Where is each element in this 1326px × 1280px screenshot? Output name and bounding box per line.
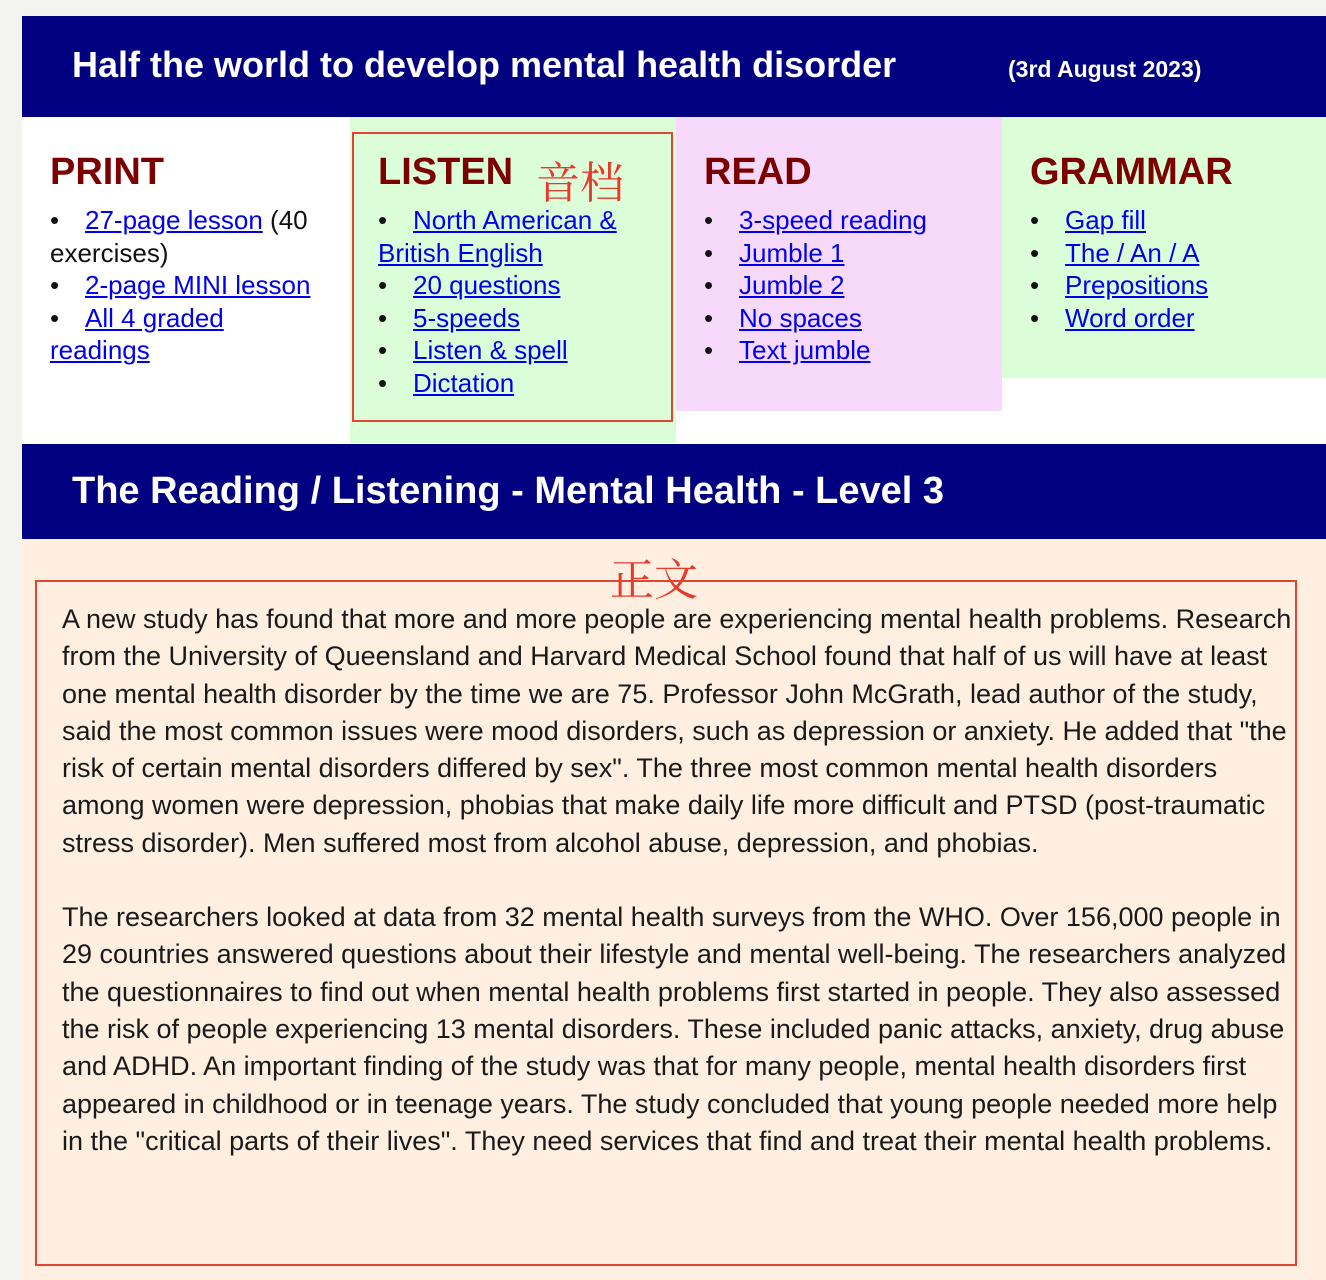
print-mini-lesson-link[interactable]: 2-page MINI lesson (85, 270, 311, 300)
page (22, 16, 1326, 1280)
print-link-note: (40 exercises) (50, 205, 308, 268)
print-column (22, 117, 348, 443)
list-item (704, 269, 927, 302)
bullet-icon: • (704, 335, 714, 365)
bullet-icon: • (378, 367, 388, 398)
print-graded-readings-link[interactable]: All 4 graded readings (50, 302, 224, 365)
bullet-icon: • (704, 270, 714, 300)
lesson-date: (3rd August 2023) (1008, 56, 1202, 82)
list-item (50, 302, 320, 367)
bullet-icon: • (50, 205, 60, 235)
reading-title: The Reading / Listening - Mental Health - Level 3 (72, 470, 945, 512)
print-list (50, 204, 320, 367)
listen-20-questions-link[interactable]: 20 questions (413, 270, 561, 300)
read-3-speed-link[interactable]: 3-speed reading (739, 205, 927, 235)
grammar-column (1002, 117, 1326, 378)
listen-5-speeds-link[interactable]: 5-speeds (413, 302, 520, 333)
bullet-icon: • (1030, 237, 1040, 268)
grammar-articles-link[interactable]: The / An / A (1065, 237, 1200, 268)
bullet-icon: • (704, 205, 714, 235)
list-item (50, 269, 320, 302)
reading-header (22, 444, 1326, 539)
bullet-icon: • (704, 237, 714, 268)
reading-paragraph: A new study has found that more and more people are experiencing mental health problems. Research from the University of Queensland and Harvard Medical School found that half of us will have at least one mental health disorder by the time we are 75. Professor John McGrath, lead author of the study, said the most common issues were mood disorders, such as depression or anxiety. He added that "the risk of certain mental disorders differed by sex". The three most common mental health disorders among women were depression, phobias that make daily life more difficult and PTSD (post-traumatic stress disorder). Men suffered most from alcohol abuse, depression, and phobias. (62, 604, 1292, 858)
read-no-spaces-link[interactable]: No spaces (739, 302, 862, 333)
bullet-icon: • (50, 302, 60, 333)
bullet-icon: • (378, 302, 388, 333)
grammar-heading: GRAMMAR (1030, 151, 1233, 193)
bullet-icon: • (1030, 302, 1040, 333)
lesson-title: Half the world to develop mental health disorder (72, 44, 897, 85)
grammar-prepositions-link[interactable]: Prepositions (1065, 270, 1209, 300)
grammar-gap-fill-link[interactable]: Gap fill (1065, 205, 1146, 235)
bullet-icon: • (378, 335, 388, 365)
bullet-icon: • (378, 205, 388, 235)
list-item (704, 302, 927, 335)
grammar-word-order-link[interactable]: Word order (1065, 302, 1195, 333)
read-heading: READ (704, 151, 812, 193)
bullet-icon: • (1030, 270, 1040, 300)
list-item (1030, 204, 1208, 237)
list-item (1030, 302, 1208, 335)
list-item (704, 204, 927, 237)
listen-dictation-link[interactable]: Dictation (413, 367, 515, 398)
listen-and-spell-link[interactable]: Listen & spell (413, 335, 568, 365)
read-column (676, 117, 1002, 411)
bullet-icon: • (704, 302, 714, 333)
bullet-icon: • (1030, 205, 1040, 235)
print-27-page-lesson-link[interactable]: 27-page lesson (85, 205, 263, 235)
listen-heading: LISTEN (378, 151, 514, 193)
reading-annotation: 正文 (610, 556, 698, 605)
reading-text (62, 601, 1292, 1160)
grammar-list (1030, 204, 1208, 334)
listen-highlight-box (352, 132, 673, 422)
bullet-icon: • (378, 270, 388, 300)
list-item (704, 237, 927, 270)
bullet-icon: • (50, 270, 60, 300)
read-jumble-1-link[interactable]: Jumble 1 (739, 237, 845, 268)
list-item (1030, 237, 1208, 270)
reading-paragraph: The researchers looked at data from 32 mental health surveys from the WHO. Over 156,000 people in 29 countries answered questions about their lifestyle and mental well-being. The researchers analyzed the questionnaires to find out when mental health problems first started in people. They also assessed the risk of people experiencing 13 mental disorders. These included panic attacks, anxiety, drug abuse and ADHD. An important finding of the study was that for many people, mental health disorders first appeared in childhood or in teenage years. The study concluded that young people needed more help in the "critical parts of their lives". They need services that find and treat their mental health problems. (62, 902, 1287, 1156)
read-list (704, 204, 927, 367)
lesson-header (22, 16, 1326, 117)
list-item (1030, 269, 1208, 302)
read-jumble-2-link[interactable]: Jumble 2 (739, 270, 845, 300)
listen-accents-link[interactable]: North American & British English (378, 205, 617, 268)
read-text-jumble-link[interactable]: Text jumble (739, 335, 871, 365)
list-item (704, 334, 927, 367)
list-item (50, 204, 320, 269)
listen-annotation: 音档 (536, 159, 624, 208)
print-heading: PRINT (50, 151, 164, 193)
